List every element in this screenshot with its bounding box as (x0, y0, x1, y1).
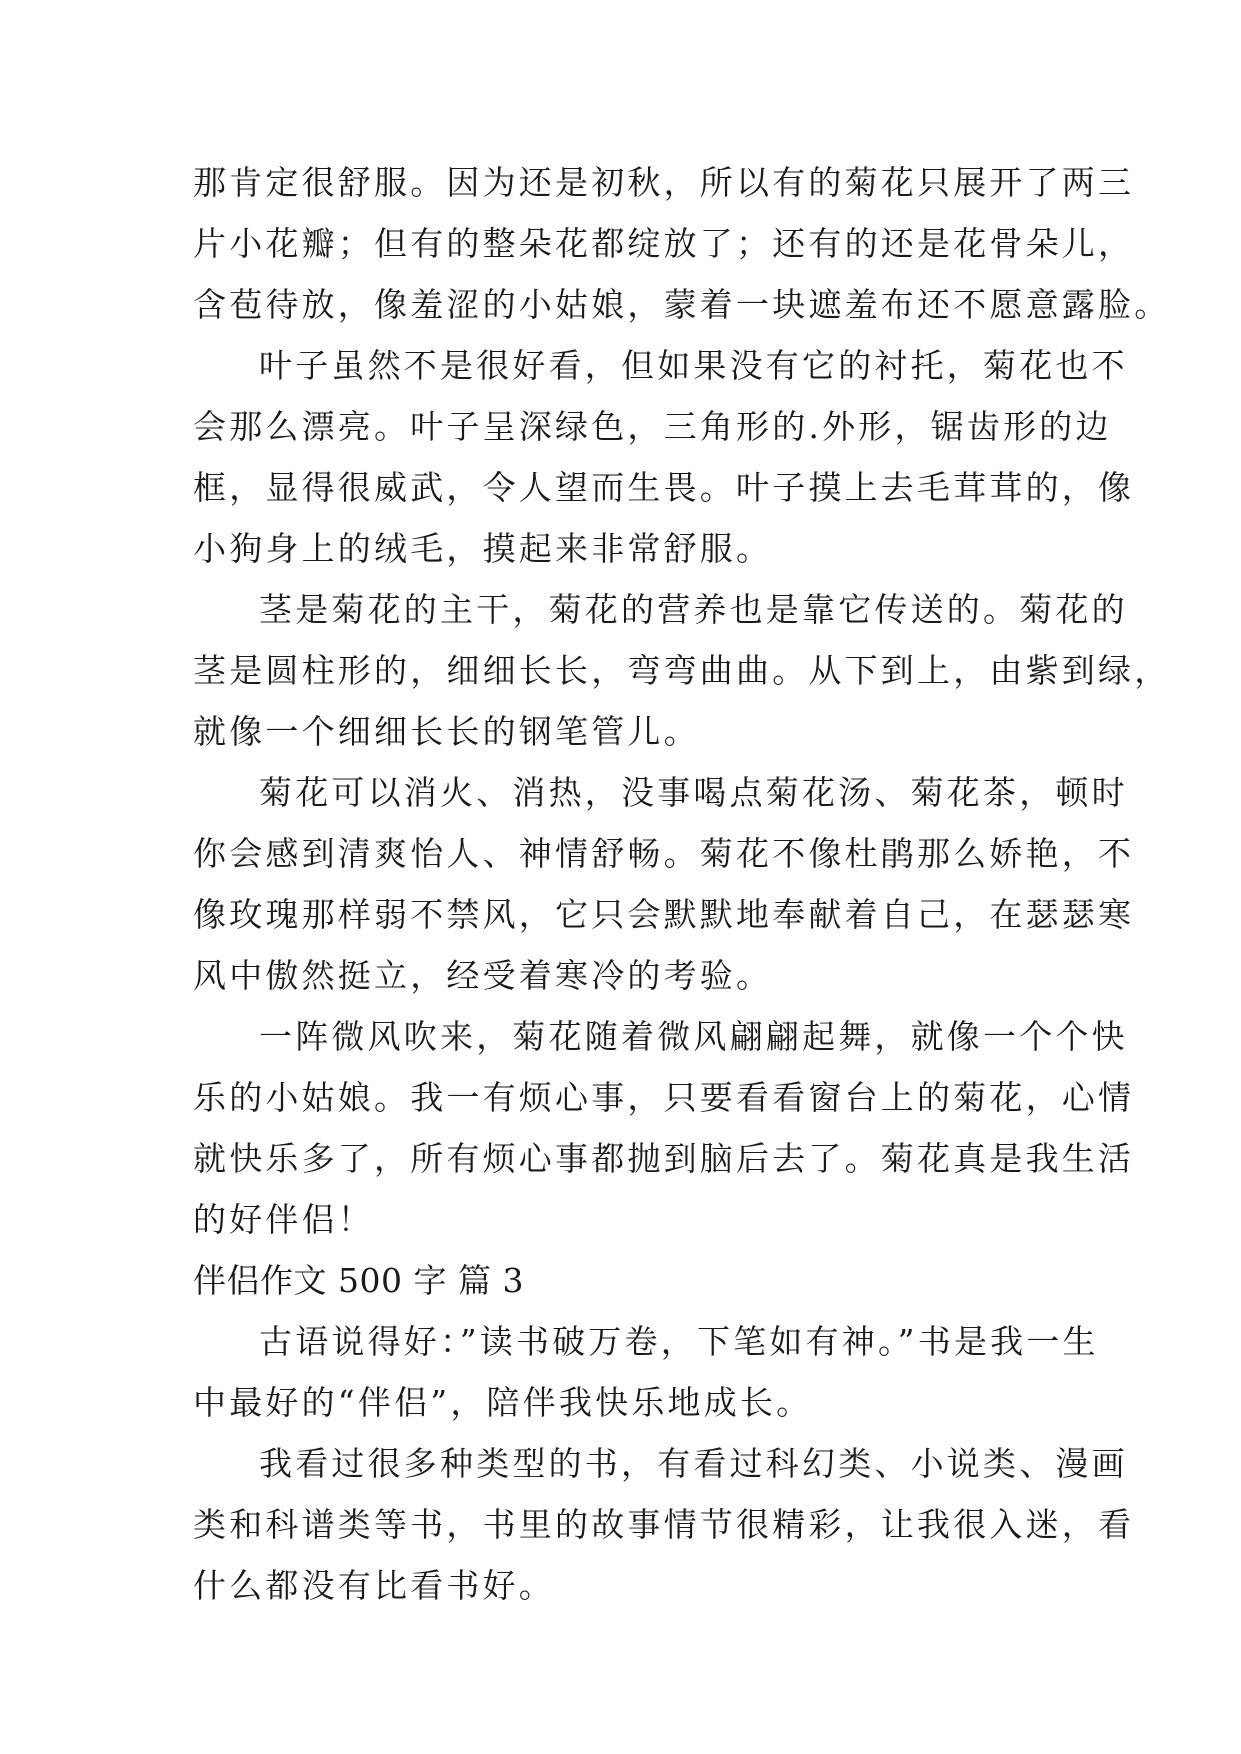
text-line: 小狗身上的绒毛，摸起来非常舒服。 (193, 529, 773, 568)
paragraph-benefits (193, 762, 1135, 1006)
text-line: 古语说得好：”读书破万卷，下笔如有神。”书是我一生 (259, 1322, 1099, 1361)
paragraph-stem (193, 579, 1171, 762)
text-line: 框，显得很威武，令人望而生畏。叶子摸上去毛茸茸的，像 (193, 468, 1135, 507)
text-line: 就快乐多了，所有烦心事都抛到脑后去了。菊花真是我生活 (193, 1139, 1135, 1178)
text-line: 叶子虽然不是很好看，但如果没有它的衬托，菊花也不 (259, 346, 1128, 385)
text-line: 什么都没有比看书好。 (193, 1566, 555, 1605)
text-line: 的好伴侣！ (193, 1200, 374, 1239)
text-line: 含苞待放，像羞涩的小姑娘，蒙着一块遮羞布还不愿意露脸。 (193, 285, 1171, 324)
text-line: 茎是圆柱形的，细细长长，弯弯曲曲。从下到上，由紫到绿， (193, 651, 1171, 690)
text-line: 乐的小姑娘。我一有烦心事，只要看看窗台上的菊花，心情 (193, 1078, 1135, 1117)
text-line: 一阵微风吹来，菊花随着微风翩翩起舞，就像一个个快 (259, 1017, 1128, 1056)
text-line: 茎是菊花的主干，菊花的营养也是靠它传送的。菊花的 (259, 590, 1128, 629)
paragraph-book-types (193, 1433, 1135, 1616)
text-line: 那肯定很舒服。因为还是初秋，所以有的菊花只展开了两三 (193, 163, 1135, 202)
document-body (193, 152, 1171, 1616)
text-line: 就像一个细细长长的钢笔管儿。 (193, 712, 700, 751)
text-line: 菊花可以消火、消热，没事喝点菊花汤、菊花茶，顿时 (259, 773, 1128, 812)
text-line: 中最好的“伴侣”，陪伴我快乐地成长。 (193, 1383, 813, 1422)
section-heading: 伴侣作文 500 字 篇 3 (193, 1261, 524, 1300)
text-line: 类和科谱类等书，书里的故事情节很精彩，让我很入迷，看 (193, 1505, 1135, 1544)
text-line: 片小花瓣；但有的整朵花都绽放了；还有的还是花骨朵儿， (193, 224, 1135, 263)
paragraph-chrysanthemum-blooms (193, 152, 1171, 335)
paragraph-books-quote (193, 1311, 1099, 1433)
text-line: 会那么漂亮。叶子呈深绿色，三角形的.外形，锯齿形的边 (193, 407, 1112, 446)
paragraph-leaves (193, 335, 1135, 579)
text-line: 风中傲然挺立，经受着寒冷的考验。 (193, 956, 773, 995)
text-line: 像玫瑰那样弱不禁风，它只会默默地奉献着自己，在瑟瑟寒 (193, 895, 1135, 934)
text-line: 你会感到清爽怡人、神情舒畅。菊花不像杜鹃那么娇艳，不 (193, 834, 1135, 873)
text-line: 我看过很多种类型的书，有看过科幻类、小说类、漫画 (259, 1444, 1128, 1483)
paragraph-companion (193, 1006, 1135, 1250)
